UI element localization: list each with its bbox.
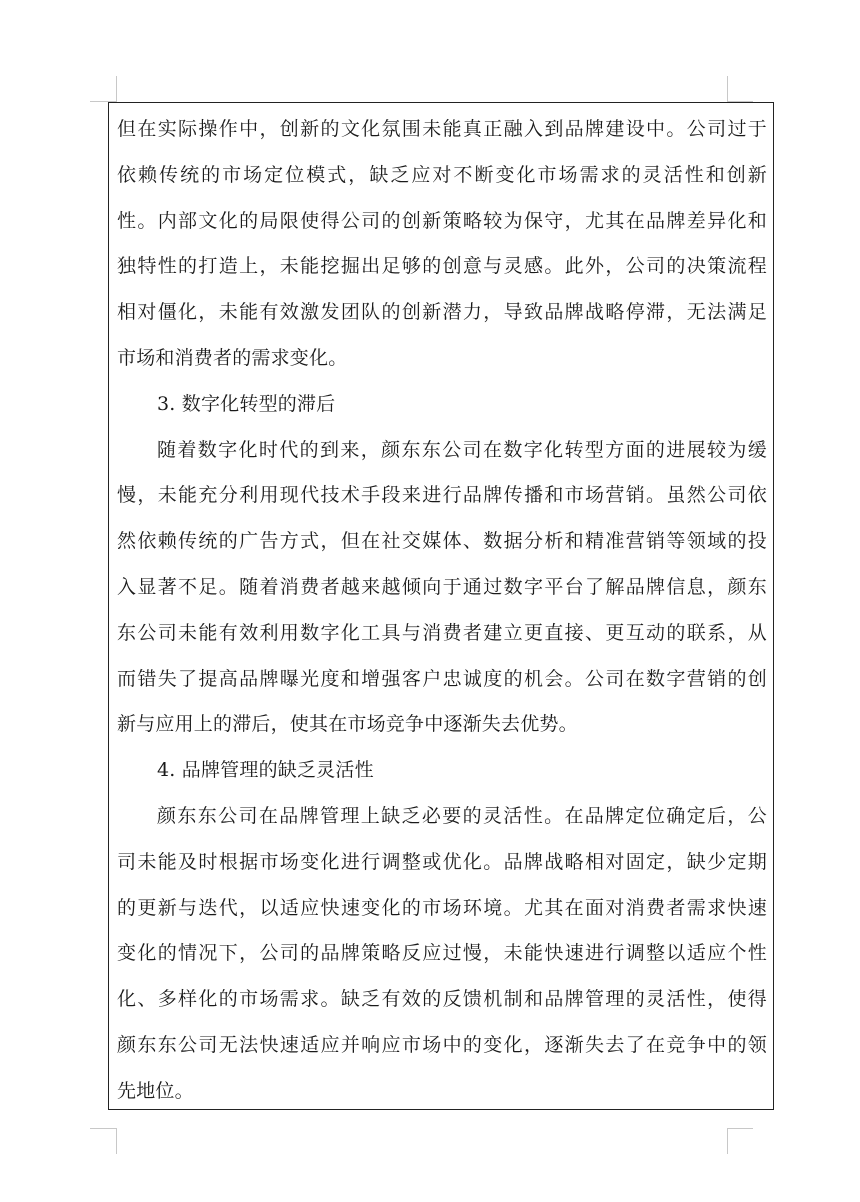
text-line: 的更新与迭代，以适应快速变化的市场环境。尤其在面对消费者需求快速 bbox=[117, 896, 767, 919]
text-line: 相对僵化，未能有效激发团队的创新潜力，导致品牌战略停滞，无法满足 bbox=[117, 301, 767, 324]
text-line: 但在实际操作中，创新的文化氛围未能真正融入到品牌建设中。公司过于 bbox=[117, 118, 767, 140]
text-line: 市场和消费者的需求变化。 bbox=[117, 346, 348, 369]
crop-mark-bottom-right-vertical bbox=[727, 1128, 728, 1154]
text-line: 入显著不足。随着消费者越来越倾向于通过数字平台了解品牌信息，颜东 bbox=[117, 575, 767, 598]
text-line: 随着数字化时代的到来，颜东东公司在数字化转型方面的进展较为缓 bbox=[157, 438, 767, 461]
text-body bbox=[117, 107, 767, 1115]
text-line: 性。内部文化的局限使得公司的创新策略较为保守，尤其在品牌差异化和 bbox=[117, 209, 767, 232]
crop-mark-top-left-vertical bbox=[116, 76, 117, 102]
text-frame bbox=[108, 102, 774, 1110]
text-line: 而错失了提高品牌曝光度和增强客户忠诚度的机会。公司在数字营销的创 bbox=[117, 667, 767, 690]
text-line: 慢，未能充分利用现代技术手段来进行品牌传播和市场营销。虽然公司依 bbox=[117, 484, 767, 507]
text-line: 东公司未能有效利用数字化工具与消费者建立更直接、更互动的联系，从 bbox=[117, 621, 767, 644]
text-line: 然依赖传统的广告方式，但在社交媒体、数据分析和精准营销等领域的投 bbox=[117, 530, 767, 553]
text-line: 颜东东公司在品牌管理上缺乏必要的灵活性。在品牌定位确定后，公 bbox=[157, 804, 767, 827]
crop-mark-bottom-left-vertical bbox=[116, 1128, 117, 1154]
text-line: 颜东东公司无法快速适应并响应市场中的变化，逐渐失去了在竞争中的领 bbox=[117, 1033, 767, 1056]
crop-mark-top-right-vertical bbox=[727, 76, 728, 102]
section-heading: 4. 品牌管理的缺乏灵活性 bbox=[157, 759, 374, 782]
text-line: 化、多样化的市场需求。缺乏有效的反馈机制和品牌管理的灵活性，使得 bbox=[117, 988, 767, 1011]
section-heading: 3. 数字化转型的滞后 bbox=[157, 392, 336, 415]
text-line: 依赖传统的市场定位模式，缺乏应对不断变化市场需求的灵活性和创新 bbox=[117, 163, 767, 186]
text-line: 司未能及时根据市场变化进行调整或优化。品牌战略相对固定，缺少定期 bbox=[117, 850, 767, 873]
crop-mark-bottom-left-horizontal bbox=[90, 1128, 116, 1129]
text-line: 先地位。 bbox=[117, 1079, 194, 1102]
text-line: 独特性的打造上，未能挖掘出足够的创意与灵感。此外，公司的决策流程 bbox=[117, 255, 767, 278]
text-line: 新与应用上的滞后，使其在市场竞争中逐渐失去优势。 bbox=[117, 713, 578, 736]
crop-mark-bottom-right-horizontal bbox=[727, 1128, 753, 1129]
text-line: 变化的情况下，公司的品牌策略反应过慢，未能快速进行调整以适应个性 bbox=[117, 942, 767, 965]
